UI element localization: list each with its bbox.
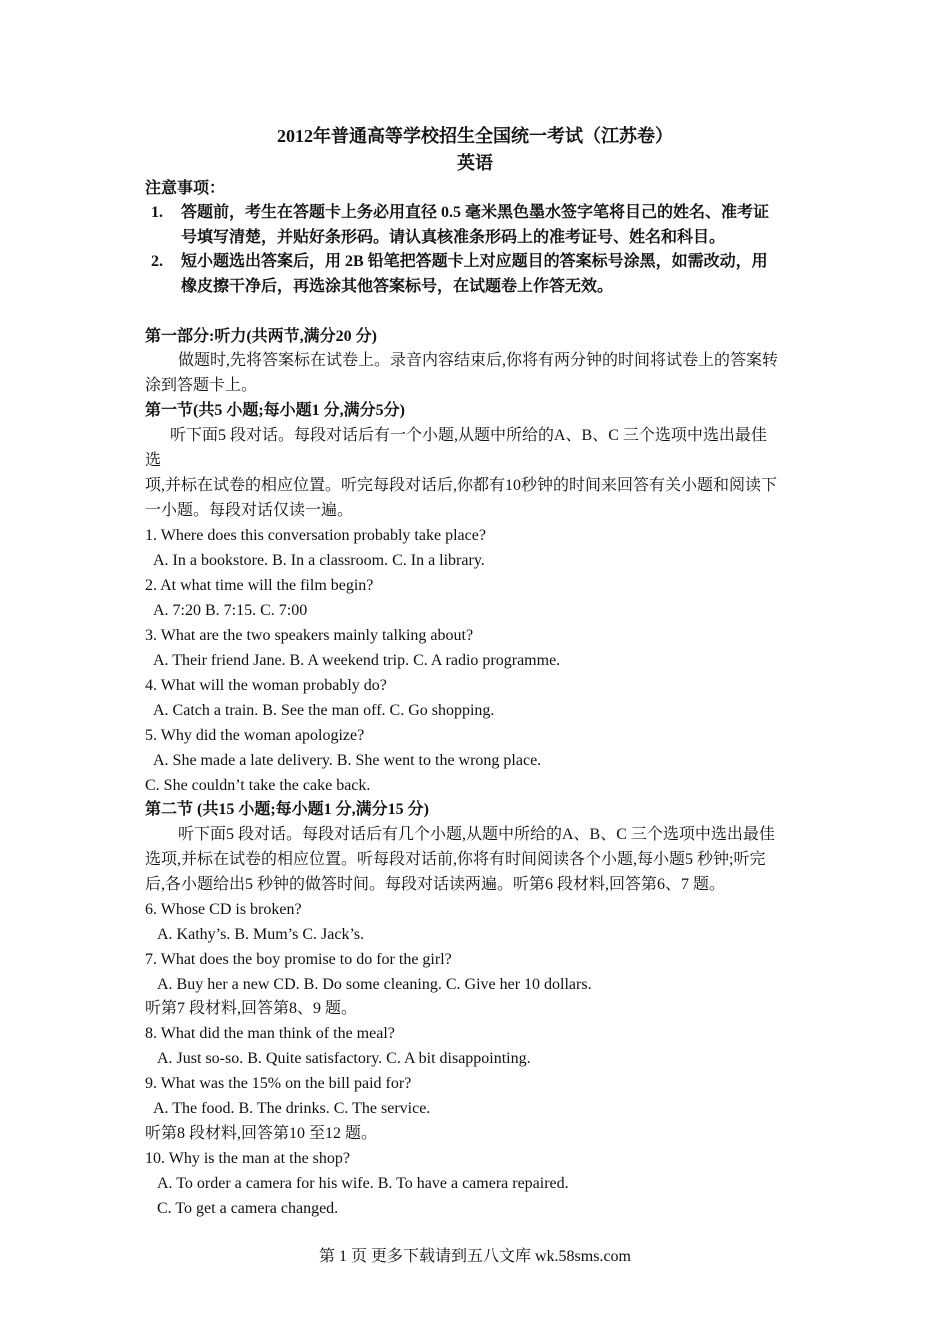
notice-item-text: 橡皮擦干净后，再选涂其他答案标号，在试题卷上作答无效。 (181, 278, 614, 295)
section1-intro: 听下面5 段对话。每段对话后有一个小题,从题中所给的A、B、C 三个选项中选出最佳 (170, 427, 767, 444)
part1-intro: 涂到答题卡上。 (145, 377, 258, 394)
notice-item-text: 答题前，考生在答题卡上务必用直径 0.5 毫米黑色墨水签字笔将目己的姓名、准考证 (181, 204, 770, 221)
question-9: 9. What was the 15% on the bill paid for? (145, 1075, 412, 1092)
question-6-options: A. Kathy’s. B. Mum’s C. Jack’s. (157, 926, 365, 943)
notice-item-number: 1. (151, 204, 163, 221)
section1-intro: 选 (145, 452, 162, 469)
question-1: 1. Where does this conversation probably take place? (145, 527, 486, 544)
question-10: 10. Why is the man at the shop? (145, 1150, 350, 1167)
question-5-options: C. She couldn’t take the cake back. (145, 777, 371, 794)
question-4: 4. What will the woman probably do? (145, 677, 387, 694)
question-7: 7. What does the boy promise to do for the girl? (145, 951, 452, 968)
question-8: 8. What did the man think of the meal? (145, 1025, 395, 1042)
question-9-options: A. The food. B. The drinks. C. The service. (153, 1100, 431, 1117)
question-10-options: C. To get a camera changed. (157, 1200, 339, 1217)
notice-item-text: 短小题选出答案后，用 2B 铅笔把答题卡上对应题目的答案标号涂黑，如需改动，用 (181, 253, 768, 270)
question-2-options: A. 7:20 B. 7:15. C. 7:00 (153, 602, 308, 619)
section2-heading: 第二节 (共15 小题;每小题1 分,满分15 分) (145, 801, 429, 818)
page-footer: 第 1 页 更多下载请到五八文库 wk.58sms.com (318, 1248, 631, 1265)
question-3: 3. What are the two speakers mainly talking about? (145, 627, 474, 644)
section1-intro: 一小题。每段对话仅读一遍。 (145, 502, 354, 519)
material-8-note: 听第8 段材料,回答第10 至12 题。 (145, 1125, 378, 1142)
notice-heading: 注意事项： (145, 180, 226, 197)
section2-intro: 选项,并标在试卷的相应位置。听每段对话前,你将有时间阅读各个小题,每小题5 秒钟;听完 (145, 851, 766, 868)
notice-item-number: 2. (151, 253, 163, 270)
question-7-options: A. Buy her a new CD. B. Do some cleaning. C. Give her 10 dollars. (157, 976, 592, 993)
document-title: 2012年普通高等学校招生全国统一考试（江苏卷） (277, 126, 673, 146)
question-5-options: A. She made a late delivery. B. She went to the wrong place. (153, 752, 542, 769)
question-4-options: A. Catch a train. B. See the man off. C. Go shopping. (153, 702, 495, 719)
section1-intro: 项,并标在试卷的相应位置。听完每段对话后,你都有10秒钟的时间来回答有关小题和阅读下 (145, 477, 778, 494)
material-7-note: 听第7 段材料,回答第8、9 题。 (145, 1000, 358, 1017)
question-8-options: A. Just so-so. B. Quite satisfactory. C. A bit disappointing. (157, 1050, 531, 1067)
part1-heading: 第一部分:听力(共两节,满分20 分) (145, 328, 377, 345)
section2-intro: 听下面5 段对话。每段对话后有几个小题,从题中所给的A、B、C 三个选项中选出最佳 (178, 826, 775, 843)
question-3-options: A. Their friend Jane. B. A weekend trip. C. A radio programme. (153, 652, 561, 669)
question-1-options: A. In a bookstore. B. In a classroom. C. In a library. (153, 552, 485, 569)
notice-item-text: 号填写清楚，并贴好条形码。请认真核准条形码上的准考证号、姓名和科目。 (181, 229, 726, 246)
question-5: 5. Why did the woman apologize? (145, 727, 365, 744)
section1-heading: 第一节(共5 小题;每小题1 分,满分5分) (145, 402, 405, 419)
part1-intro: 做题时,先将答案标在试卷上。录音内容结束后,你将有两分钟的时间将试卷上的答案转 (178, 352, 779, 369)
question-10-options: A. To order a camera for his wife. B. To have a camera repaired. (157, 1175, 569, 1192)
section2-intro: 后,各小题给出5 秒钟的做答时间。每段对话读两遍。听第6 段材料,回答第6、7 题。 (145, 876, 726, 893)
question-6: 6. Whose CD is broken? (145, 901, 302, 918)
question-2: 2. At what time will the film begin? (145, 577, 374, 594)
subject-title: 英语 (457, 153, 493, 173)
